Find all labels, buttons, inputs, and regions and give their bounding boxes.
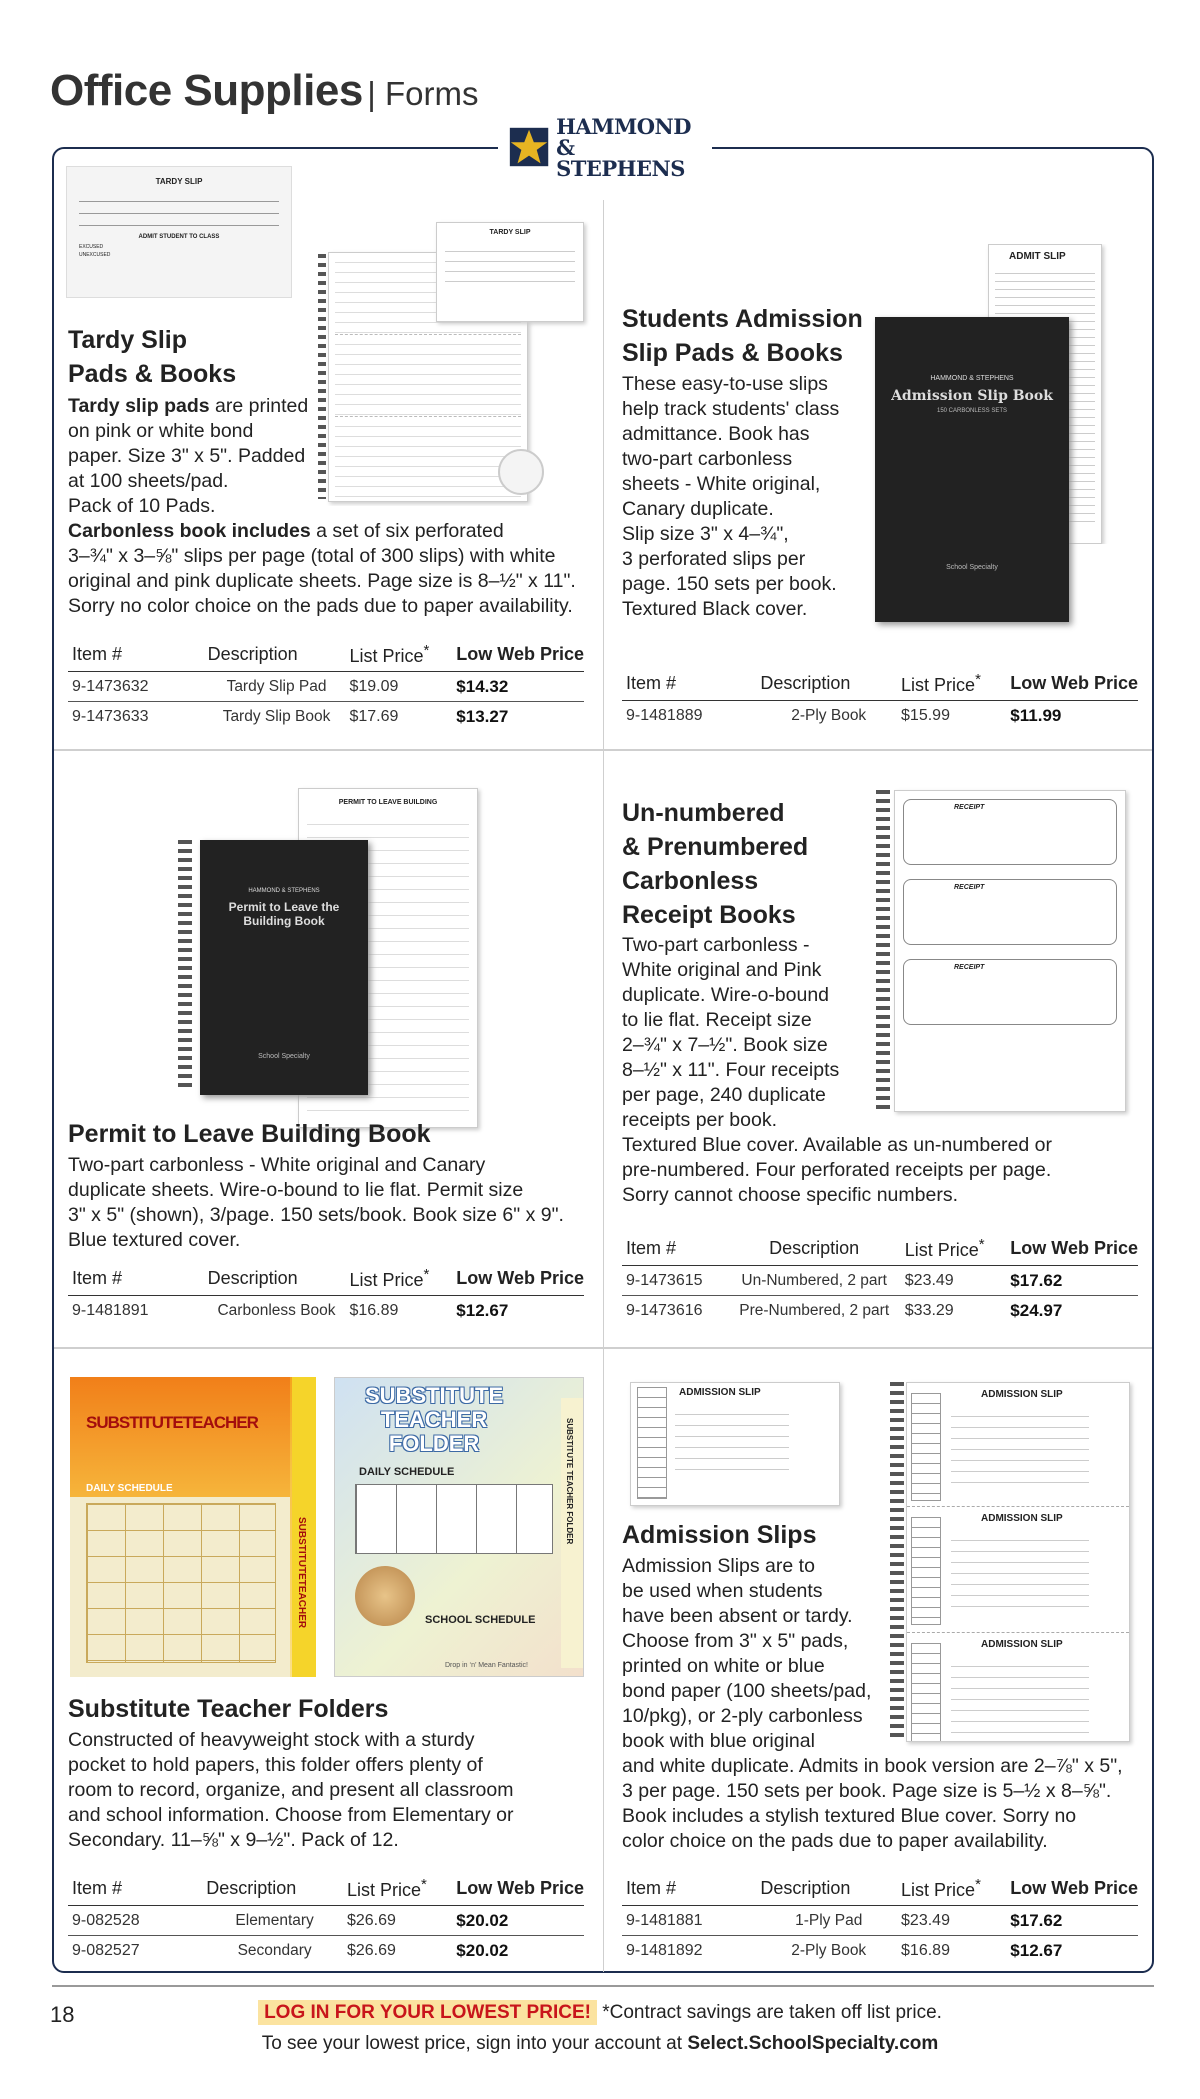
- table-row: [622, 1266, 1138, 1296]
- item-description: Tardy Slip Book: [222, 708, 331, 725]
- table-row: [68, 702, 584, 732]
- substitute-elementary-folder: [70, 1377, 316, 1677]
- footer-signin-text: To see your lowest price, sign into your account at: [261, 2033, 688, 2054]
- folder1-spine: SUBSTITUTETEACHER: [296, 1517, 307, 1629]
- folder2-line3: FOLDER: [388, 1431, 480, 1456]
- cover-title2: Building Book: [243, 914, 325, 928]
- permit-binding: [178, 840, 192, 1088]
- desc-line: help track students' class: [622, 398, 840, 420]
- col-desc: Description: [204, 1264, 346, 1296]
- item-number: 9-1481891: [72, 1302, 149, 1319]
- list-price: $23.49: [901, 1266, 1007, 1296]
- admission-book-title-line1: Students Admission: [622, 305, 863, 333]
- desc-line: Admission Slips are to: [622, 1555, 815, 1577]
- receipt-title-line1: Un-numbered: [622, 799, 785, 827]
- receipt-price-table: [622, 1234, 1138, 1325]
- item-description: Tardy Slip Pad: [204, 672, 346, 702]
- tardy-desc-l4: at 100 sheets/pad.: [68, 470, 229, 492]
- table-row: [622, 1936, 1138, 1966]
- desc-line: Choose from 3" x 5" pads,: [622, 1630, 849, 1652]
- item-description: Secondary: [237, 1942, 312, 1959]
- desc-line: Canary duplicate.: [622, 498, 774, 520]
- col-low-price: Low Web Price: [1006, 1874, 1138, 1906]
- folder2-tag: Drop in ‘n’ Mean Fantastic!: [445, 1662, 528, 1669]
- desc-line: 8–½" x 11". Four receipts: [622, 1059, 840, 1081]
- col-list-mark: *: [975, 671, 981, 688]
- low-price: $12.67: [1010, 1941, 1063, 1960]
- admission-slips-price-table: [622, 1874, 1138, 1965]
- item-number: 9-082527: [72, 1942, 140, 1959]
- page-title: Office Supplies: [50, 66, 363, 115]
- col-list-mark: *: [978, 1236, 985, 1253]
- col-list-price: [901, 1234, 1007, 1266]
- admission-book-slip-title: ADMISSION SLIP: [981, 1513, 1063, 1524]
- desc-line: Slip size 3" x 4–¾",: [622, 523, 789, 545]
- receipt-title: [622, 796, 808, 932]
- desc-line: have been absent or tardy.: [622, 1605, 853, 1627]
- folder2-schedule2: SCHOOL SCHEDULE: [425, 1614, 536, 1626]
- desc-line: to lie flat. Receipt size: [622, 1009, 812, 1031]
- receipt-title-line2: & Prenumbered: [622, 833, 809, 861]
- tardy-desc-lead: Tardy slip pads: [68, 395, 210, 417]
- col-list-label: List Price: [349, 646, 424, 666]
- col-low-price: Low Web Price: [1006, 1234, 1138, 1266]
- desc-line: be used when students: [622, 1580, 823, 1602]
- col-list-mark: *: [975, 1876, 981, 1893]
- desc-line: color choice on the pads due to paper availability.: [622, 1830, 1048, 1852]
- list-price: $16.89: [349, 1302, 399, 1319]
- tardy-desc-l3: paper. Size 3" x 5". Padded: [68, 445, 306, 467]
- receipt-description: [622, 933, 1052, 1208]
- permit-sheet-title: PERMIT TO LEAVE BUILDING: [338, 799, 438, 806]
- desc-line: Book includes a stylish textured Blue cover. Sorry no: [622, 1805, 1077, 1827]
- item-number: 9-082528: [68, 1906, 202, 1936]
- col-list-mark: *: [423, 1266, 430, 1283]
- tardy-pad-unexcused: UNEXCUSED: [79, 252, 111, 258]
- table-row: [68, 1936, 584, 1966]
- desc-line: sheets - White original,: [622, 473, 821, 495]
- item-number: 9-1473616: [626, 1302, 703, 1319]
- table-row: [622, 1906, 1138, 1936]
- footer-rule: [52, 1985, 1154, 1987]
- permit-price-table: [68, 1264, 584, 1325]
- low-price: $17.62: [1006, 1906, 1138, 1936]
- col-item: Item #: [68, 1264, 204, 1296]
- admission-book-cover: [875, 317, 1069, 622]
- substitute-title: Substitute Teacher Folders: [68, 1695, 389, 1723]
- footer-line2: [0, 2033, 1200, 2055]
- receipt-label: RECEIPT: [954, 884, 985, 891]
- admission-book-description: [622, 372, 839, 622]
- col-item: Item #: [622, 1234, 724, 1266]
- list-price: $19.09: [345, 672, 452, 702]
- page-subtitle: | Forms: [367, 75, 479, 112]
- tardy-pad-title: TARDY SLIP: [155, 177, 203, 186]
- list-price: $23.49: [897, 1906, 1006, 1936]
- item-description: Elementary: [202, 1906, 343, 1936]
- col-list-price: [345, 1264, 452, 1296]
- col-low-price: Low Web Price: [452, 1874, 584, 1906]
- item-description: Pre-Numbered, 2 part: [739, 1302, 890, 1319]
- low-price: $24.97: [1010, 1301, 1063, 1320]
- desc-line: White original and Pink: [622, 959, 822, 981]
- item-number: 9-1473632: [68, 672, 204, 702]
- col-desc: Description: [204, 640, 346, 672]
- desc-line: 10/pkg), or 2-ply carbonless: [622, 1705, 863, 1727]
- brand-line2: & STEPHENS: [556, 134, 685, 181]
- desc-line: 3 perforated slips per: [622, 548, 806, 570]
- col-item: Item #: [68, 1874, 202, 1906]
- tardy-desc2-l2: 3–¾" x 3–⅝" slips per page (total of 300 slips) with white: [68, 545, 556, 567]
- tardy-price-table: [68, 640, 584, 731]
- cover-foot: School Specialty: [258, 1053, 310, 1060]
- list-price: $16.89: [901, 1942, 950, 1959]
- desc-line: Two-part carbonless - White original and Canary: [68, 1154, 486, 1176]
- col-item: Item #: [68, 640, 204, 672]
- desc-line: duplicate sheets. Wire-o-bound to lie flat. Permit size: [68, 1179, 524, 1201]
- list-price: $26.69: [343, 1906, 452, 1936]
- admit-slip-title: ADMIT SLIP: [1009, 251, 1066, 262]
- item-description: 1-Ply Pad: [756, 1906, 897, 1936]
- folder1-title: SUBSTITUTETEACHER: [86, 1413, 258, 1432]
- substitute-description: [68, 1728, 513, 1853]
- receipt-label: RECEIPT: [954, 964, 985, 971]
- desc-line: Sorry cannot choose specific numbers.: [622, 1184, 958, 1206]
- admission-slips-title: Admission Slips: [622, 1521, 817, 1549]
- low-price: $20.02: [456, 1941, 509, 1960]
- low-price: $11.99: [1010, 706, 1062, 725]
- tardy-slip-sheet: [436, 222, 584, 322]
- row-divider: [54, 749, 1152, 751]
- table-row: [68, 672, 584, 702]
- folder2-schedule: DAILY SCHEDULE: [359, 1466, 455, 1478]
- tardy-desc2-l3: original and pink duplicate sheets. Page size is 8–½" x 11".: [68, 570, 576, 592]
- folder2-line2: TEACHER: [380, 1407, 488, 1432]
- col-list-price: [345, 640, 452, 672]
- admission-slip-pad-image: [630, 1382, 840, 1506]
- tardy-pad-image: [66, 166, 292, 298]
- desc-line: page. 150 sets per book.: [622, 573, 837, 595]
- desc-line: Two-part carbonless -: [622, 934, 810, 956]
- permit-book-cover: [200, 840, 368, 1095]
- col-list-price: [343, 1874, 452, 1906]
- desc-line: receipts per book.: [622, 1109, 778, 1131]
- substitute-secondary-folder: [334, 1377, 584, 1677]
- tardy-desc-l1: are printed: [209, 395, 309, 417]
- desc-line: two-part carbonless: [622, 448, 793, 470]
- col-list-price: [897, 1874, 1006, 1906]
- tardy-pad-admit: ADMIT STUDENT TO CLASS: [138, 234, 220, 240]
- tardy-desc2-l4: Sorry no color choice on the pads due to paper availability.: [68, 595, 573, 617]
- star-logo-icon: [506, 123, 552, 171]
- cover-brand: HAMMOND & STEPHENS: [248, 888, 320, 894]
- desc-line: and white duplicate. Admits in book version are 2–⅞" x 5",: [622, 1755, 1123, 1777]
- item-description: Carbonless Book: [217, 1302, 336, 1319]
- col-list-label: List Price: [349, 1270, 424, 1290]
- admission-book-title-line2: Slip Pads & Books: [622, 339, 843, 367]
- desc-line: Blue textured cover.: [68, 1229, 241, 1251]
- cover-brand: HAMMOND & STEPHENS: [930, 375, 1014, 382]
- tardy-description: [68, 394, 576, 619]
- list-price: $17.69: [349, 708, 399, 725]
- contract-note: *Contract savings are taken off list price.: [602, 2002, 942, 2023]
- column-divider: [603, 200, 604, 1972]
- col-list-label: List Price: [904, 1240, 979, 1260]
- col-list-label: List Price: [901, 675, 976, 695]
- low-price: $17.62: [1006, 1266, 1138, 1296]
- table-row: [622, 701, 1138, 731]
- col-desc: Description: [202, 1874, 343, 1906]
- brand-line1: HAMMOND: [556, 113, 691, 139]
- folder2-line1: SUBSTITUTE: [365, 1383, 504, 1408]
- receipt-label: RECEIPT: [954, 804, 985, 811]
- footer-line1: [0, 2002, 1200, 2024]
- col-list-mark: *: [423, 642, 430, 659]
- list-price: $33.29: [904, 1302, 954, 1319]
- desc-line: bond paper (100 sheets/pad,: [622, 1680, 872, 1702]
- permit-description: [68, 1153, 564, 1253]
- admission-slips-description: [622, 1554, 1123, 1854]
- tardy-title-line1: Tardy Slip: [68, 326, 188, 354]
- col-low-price: Low Web Price: [1006, 669, 1138, 701]
- item-number: 9-1473615: [622, 1266, 724, 1296]
- table-row: [68, 1906, 584, 1936]
- desc-line: per page, 240 duplicate: [622, 1084, 826, 1106]
- desc-line: Constructed of heavyweight stock with a sturdy: [68, 1729, 475, 1751]
- item-number: 9-1481881: [622, 1906, 756, 1936]
- col-list-price: [897, 669, 1006, 701]
- permit-title: Permit to Leave Building Book: [68, 1120, 431, 1148]
- item-number: 9-1481892: [626, 1942, 703, 1959]
- desc-line: Secondary. 11–⅝" x 9–½". Pack of 12.: [68, 1829, 399, 1851]
- list-price: $15.99: [901, 707, 950, 724]
- low-price: $12.67: [456, 1301, 509, 1320]
- desc-line: admittance. Book has: [622, 423, 810, 445]
- cover-title1: Permit to Leave the: [228, 900, 340, 914]
- desc-line: Textured Black cover.: [622, 598, 808, 620]
- desc-line: pocket to hold papers, this folder offers plenty of: [68, 1754, 483, 1776]
- folder2-spine: SUBSTITUTE TEACHER FOLDER: [565, 1418, 574, 1545]
- desc-line: book with blue original: [622, 1730, 815, 1752]
- receipt-title-line3: Carbonless: [622, 867, 759, 895]
- desc-line: and school information. Choose from Elementary or: [68, 1804, 514, 1826]
- low-price: $13.27: [456, 707, 509, 726]
- receipt-title-line4: Receipt Books: [622, 901, 796, 929]
- cover-foot: School Specialty: [946, 564, 998, 571]
- page-number: 18: [50, 2002, 75, 2027]
- footer-site-link[interactable]: Select.SchoolSpecialty.com: [687, 2033, 939, 2054]
- login-banner[interactable]: LOG IN FOR YOUR LOWEST PRICE!: [258, 2000, 597, 2025]
- cover-sub: 150 CARBONLESS SETS: [936, 408, 1008, 414]
- item-description: 2-Ply Book: [791, 1942, 867, 1959]
- item-number: 9-1473633: [72, 708, 149, 725]
- col-desc: Description: [756, 1874, 897, 1906]
- low-price: $20.02: [452, 1906, 584, 1936]
- col-desc: Description: [756, 669, 897, 701]
- col-item: Item #: [622, 669, 756, 701]
- desc-line: 2–¾" x 7–½". Book size: [622, 1034, 828, 1056]
- tardy-pad-excused: EXCUSED: [79, 244, 104, 250]
- desc-line: These easy-to-use slips: [622, 373, 828, 395]
- col-list-label: List Price: [346, 1880, 421, 1900]
- item-description: 2-Ply Book: [791, 707, 867, 724]
- item-description: Un-Numbered, 2 part: [724, 1266, 901, 1296]
- folder1-sub: DAILY SCHEDULE: [86, 1483, 173, 1494]
- tardy-sheet-title: TARDY SLIP: [489, 229, 531, 236]
- col-list-mark: *: [421, 1876, 427, 1893]
- admission-book-slip-title: ADMISSION SLIP: [981, 1389, 1063, 1400]
- col-list-label: List Price: [901, 1880, 976, 1900]
- desc-line: duplicate. Wire-o-bound: [622, 984, 830, 1006]
- col-low-price: Low Web Price: [452, 1264, 584, 1296]
- page-header: [50, 66, 478, 116]
- low-price: $14.32: [452, 672, 584, 702]
- admission-book-slip-title: ADMISSION SLIP: [981, 1639, 1063, 1650]
- tardy-title: [68, 323, 236, 391]
- tardy-desc2-l1: a set of six perforated: [310, 520, 504, 542]
- list-price: $26.69: [346, 1942, 396, 1959]
- admission-book-price-table: [622, 669, 1138, 730]
- tardy-title-line2: Pads & Books: [68, 360, 237, 388]
- admission-pad-title: ADMISSION SLIP: [679, 1387, 761, 1398]
- brand-logo: [498, 113, 712, 181]
- desc-line: pre-numbered. Four perforated receipts per page.: [622, 1159, 1052, 1181]
- desc-line: room to record, organize, and present all classroom: [68, 1779, 514, 1801]
- row-divider: [54, 1347, 1152, 1349]
- desc-line: printed on white or blue: [622, 1655, 825, 1677]
- desc-line: 3 per page. 150 sets per book. Page size is 5–½ x 8–⅝".: [622, 1780, 1112, 1802]
- desc-line: 3" x 5" (shown), 3/page. 150 sets/book. Book size 6" x 9".: [68, 1204, 564, 1226]
- tardy-desc-l5: Pack of 10 Pads.: [68, 495, 216, 517]
- desc-line: Textured Blue cover. Available as un-numbered or: [622, 1134, 1052, 1156]
- table-row: [622, 1296, 1138, 1326]
- col-desc: Description: [724, 1234, 901, 1266]
- substitute-price-table: [68, 1874, 584, 1965]
- col-low-price: Low Web Price: [452, 640, 584, 672]
- item-number: 9-1481889: [626, 707, 703, 724]
- tardy-desc-l2: on pink or white bond: [68, 420, 254, 442]
- admission-book-title: [622, 302, 863, 370]
- cover-title: Admission Slip Book: [891, 388, 1053, 404]
- col-item: Item #: [622, 1874, 756, 1906]
- tardy-desc2-lead: Carbonless book includes: [68, 520, 311, 542]
- table-row: [68, 1296, 584, 1326]
